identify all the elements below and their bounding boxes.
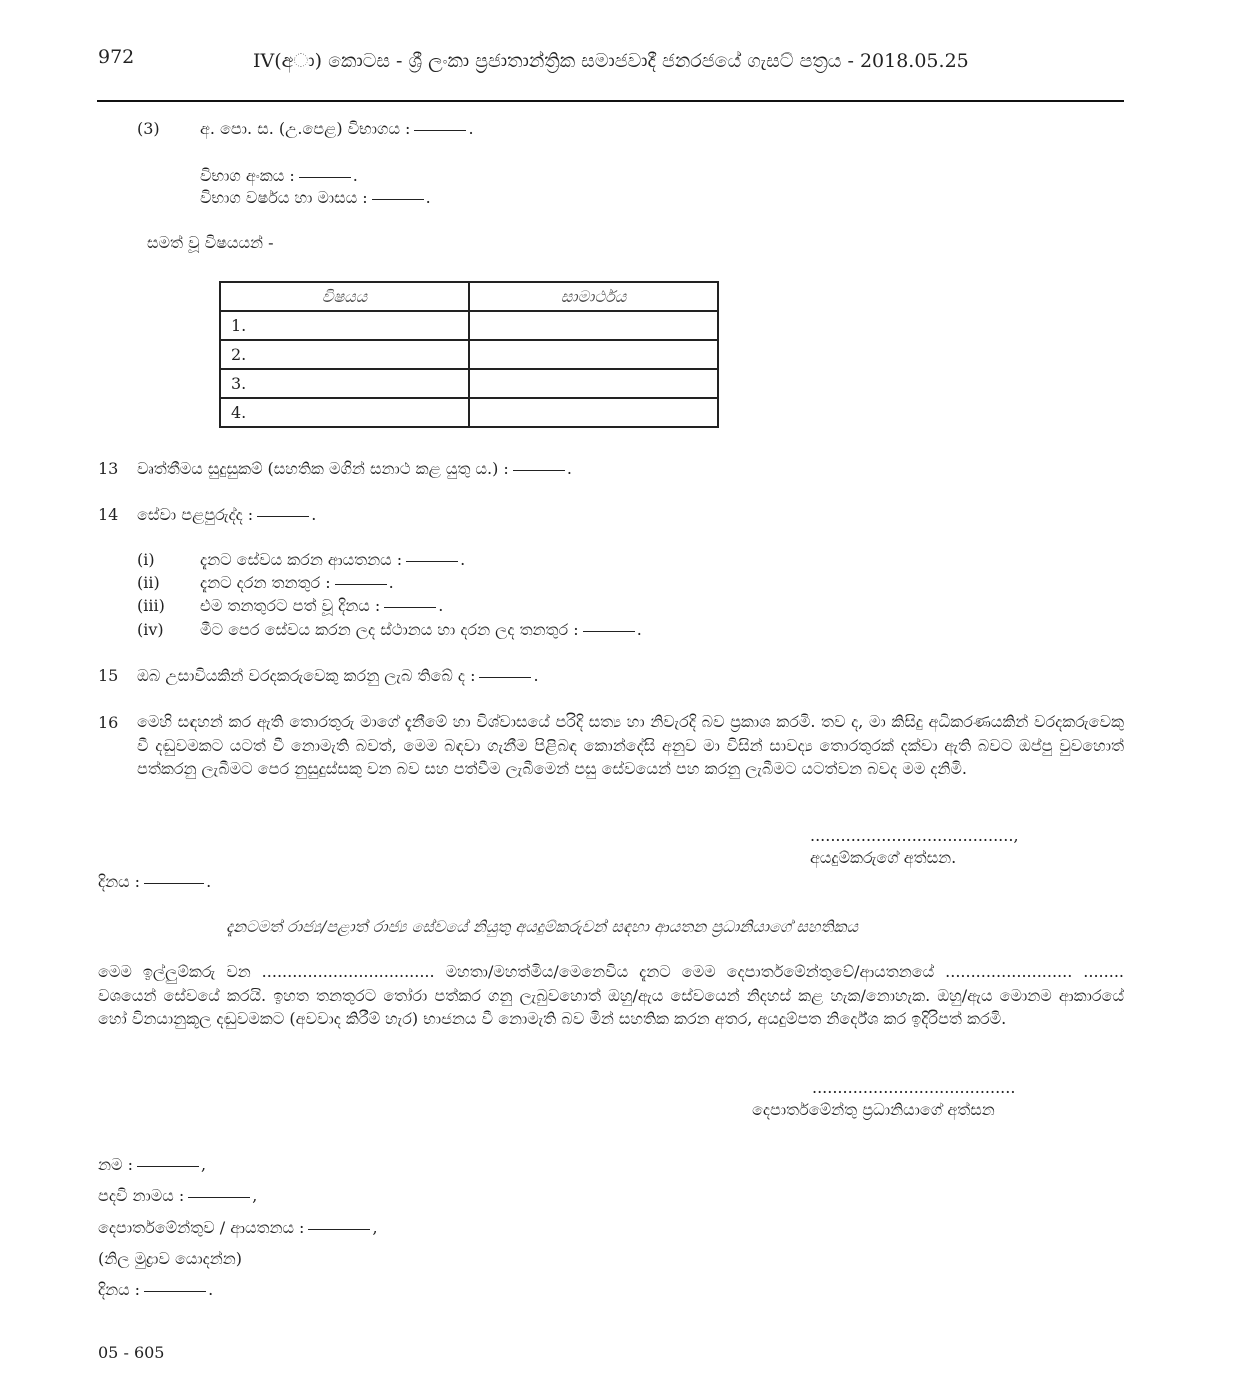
sub-i-number: (i) <box>137 550 155 569</box>
header-rule <box>97 100 1124 102</box>
year-month-label: විභාග වර්ෂය හා මාසය : <box>200 188 368 207</box>
item-3-exam: අ. පො. ස. (උ.පෙළ) විභාගය : . <box>200 119 474 138</box>
department-label: දෙපාර්තමේන්තුව / ආයතනය : <box>98 1218 305 1237</box>
item-13-text: වෘත්තීමය සුදුසුකම් (සහතික මගින් සනාථ කළ යුතු ය.) : . <box>137 459 572 478</box>
qualification-label: වෘත්තීමය සුදුසුකම් (සහතික මගින් සනාථ කළ යුතු ය.) : <box>137 459 509 478</box>
row-number: 2. <box>220 340 469 369</box>
head-signature-label: දෙපාර්තමේන්තු ප්‍රධානියාගේ අත්සන <box>752 1100 995 1119</box>
blank-line <box>257 515 309 517</box>
table-row <box>220 369 718 398</box>
sub-iii-text: එම තනතුරට පත් වූ දිනය : . <box>200 596 444 615</box>
applicant-signature-label: අයදුම්කරුගේ අත්සන. <box>810 848 957 867</box>
blank-line <box>414 129 466 131</box>
pass-cell <box>469 340 718 369</box>
department-field: දෙපාර්තමේන්තුව / ආයතනය : , <box>98 1218 378 1237</box>
table-header-row <box>220 282 718 311</box>
blank-line <box>384 606 436 608</box>
subjects-table <box>219 281 719 428</box>
item-14-number: 14 <box>98 505 119 524</box>
table-row <box>220 311 718 340</box>
declaration-paragraph: මෙහි සඳහන් කර ඇති තොරතුරු මාගේ දැනීමේ හා විශ්වාසයේ පරිදි සත්‍ය හා නිවැරදි බව ප්‍රකාශ කරමි. තව ද, මා කිසිදු අධිකරණයකින් වරදකරුවෙකු වී දඬුවමකට යටත් වී නොමැති බවත්, මෙම බඳවා ගැනීම පිළිබඳ කොන්දේසි අනුව මා විසින් සාවද්‍ය තොරතුරක් දක්වා ඇති බවට ඔප්පු වුවහොත් පත්කරනු ලැබීමට පෙර නුසුදුස්සකු වන බව සහ පත්වීම ලැබීමෙන් පසු සේවයෙන් පහ කරනු ලැබීමට යටත්වන බවද මම දනිමි. <box>137 712 1124 778</box>
certificate-paragraph: මෙම ඉල්ලුම්කරු වන .................................. මහතා/මහත්මිය/මෙනෙවිය දැනට මෙම දෙපාර්තමේන්තුවේ/ආයතනයේ ......................... ........ වශයෙන් සේවයේ කරයි. ඉහත තනතුරට තෝරා පත්කර ගනු ලැබුවහොත් ඔහු/ඇය සේවයෙන් නිදහස් කළ හැක/නොහැක. ඔහු/ඇය මොනම ආකාරයේ හෝ විනයානුකූල දඬුවමකට (අවවාද කිරීම් හැර) භාජනය වී නොමැති බව මින් සහතික කරන අතර, අයදුම්පත නිර්දේශ කර ඉදිරිපත් කරමි. <box>98 962 1124 1028</box>
date-field: දිනය : . <box>98 872 212 891</box>
name-field: නම : , <box>98 1155 207 1174</box>
blank-line <box>335 583 387 585</box>
blank-line <box>583 630 635 632</box>
pass-cell <box>469 398 718 427</box>
pass-column-header: සාමාර්ථය <box>469 282 718 311</box>
head-signature-line: ........................................ <box>812 1078 1016 1097</box>
item-16-number: 16 <box>98 713 119 732</box>
passed-subjects-label: සමත් වූ විෂයයන් - <box>147 233 274 252</box>
footer-date-field: දිනය : . <box>98 1280 214 1299</box>
sub-i-text: දැනට සේවය කරන ආයතනය : . <box>200 550 466 569</box>
current-post-label: දැනට දරන තනතුර : <box>200 573 331 592</box>
item-15-number: 15 <box>98 666 119 685</box>
blank-line <box>299 176 351 178</box>
gazette-header-title: IV(අා) කොටස - ශ්‍රී ලංකා ප්‍රජාතාන්ත්‍රික සමාජවාදී ජනරජයේ ගැසට් පත්‍රය - 2018.05.25 <box>253 50 969 72</box>
subject-column-header: විෂයය <box>220 282 469 311</box>
stamp-note: (නිල මුද්‍රාව යොදන්න) <box>98 1249 242 1268</box>
page-code: 05 - 605 <box>98 1343 165 1362</box>
blank-line <box>513 469 565 471</box>
sub-ii-text: දැනට දරන තනතුර : . <box>200 573 394 592</box>
blank-line <box>144 882 204 884</box>
sub-ii-number: (ii) <box>137 573 160 592</box>
designation-field: පදවි නාමය : , <box>98 1186 258 1205</box>
sub-iii-number: (iii) <box>137 596 165 615</box>
exam-label: අ. පො. ස. (උ.පෙළ) විභාගය : <box>200 119 411 138</box>
sub-iv-number: (iv) <box>137 620 164 639</box>
experience-label: සේවා පළපුරුද්ද : <box>137 505 254 524</box>
blank-line <box>479 676 531 678</box>
page-number: 972 <box>98 46 135 68</box>
item-15-text: ඔබ උසාවියකින් වරදකරුවෙකු කරනු ලැබ තිබේ ද : . <box>137 666 539 685</box>
table-row <box>220 398 718 427</box>
row-number: 4. <box>220 398 469 427</box>
item-3-year-month: විභාග වර්ෂය හා මාසය : . <box>200 188 431 207</box>
blank-line <box>188 1196 250 1198</box>
conviction-label: ඔබ උසාවියකින් වරදකරුවෙකු කරනු ලැබ තිබේ ද : <box>137 666 476 685</box>
current-institution-label: දැනට සේවය කරන ආයතනය : <box>200 550 403 569</box>
blank-line <box>308 1228 370 1230</box>
certificate-title: දැනටමත් රාජ්‍ය/පළාත් රාජ්‍ය සේවයේ නියුතු අයදුම්කරුවන් සඳහා ආයතන ප්‍රධානියාගේ සහතිකය <box>226 917 858 936</box>
blank-line <box>406 560 458 562</box>
footer-date-label: දිනය : <box>98 1280 141 1299</box>
pass-cell <box>469 311 718 340</box>
item-14-text: සේවා පළපුරුද්ද : . <box>137 505 317 524</box>
index-label: විභාග අංකය : <box>200 166 295 185</box>
previous-service-label: මීට පෙර සේවය කරන ලද ස්ථානය හා දරන ලද තනතුර : <box>200 620 579 639</box>
appointment-date-label: එම තනතුරට පත් වූ දිනය : <box>200 596 381 615</box>
pass-cell <box>469 369 718 398</box>
blank-line <box>144 1290 206 1292</box>
row-number: 1. <box>220 311 469 340</box>
item-3-index: විභාග අංකය : . <box>200 166 358 185</box>
table-row <box>220 340 718 369</box>
item-3-number: (3) <box>137 119 160 138</box>
item-13-number: 13 <box>98 459 119 478</box>
blank-line <box>372 198 424 200</box>
name-label: නම : <box>98 1155 133 1174</box>
blank-line <box>137 1165 199 1167</box>
designation-label: පදවි නාමය : <box>98 1186 185 1205</box>
row-number: 3. <box>220 369 469 398</box>
date-label: දිනය : <box>98 872 141 891</box>
sub-iv-text: මීට පෙර සේවය කරන ලද ස්ථානය හා දරන ලද තනතුර : . <box>200 620 642 639</box>
applicant-signature-line: ........................................, <box>810 826 1019 845</box>
